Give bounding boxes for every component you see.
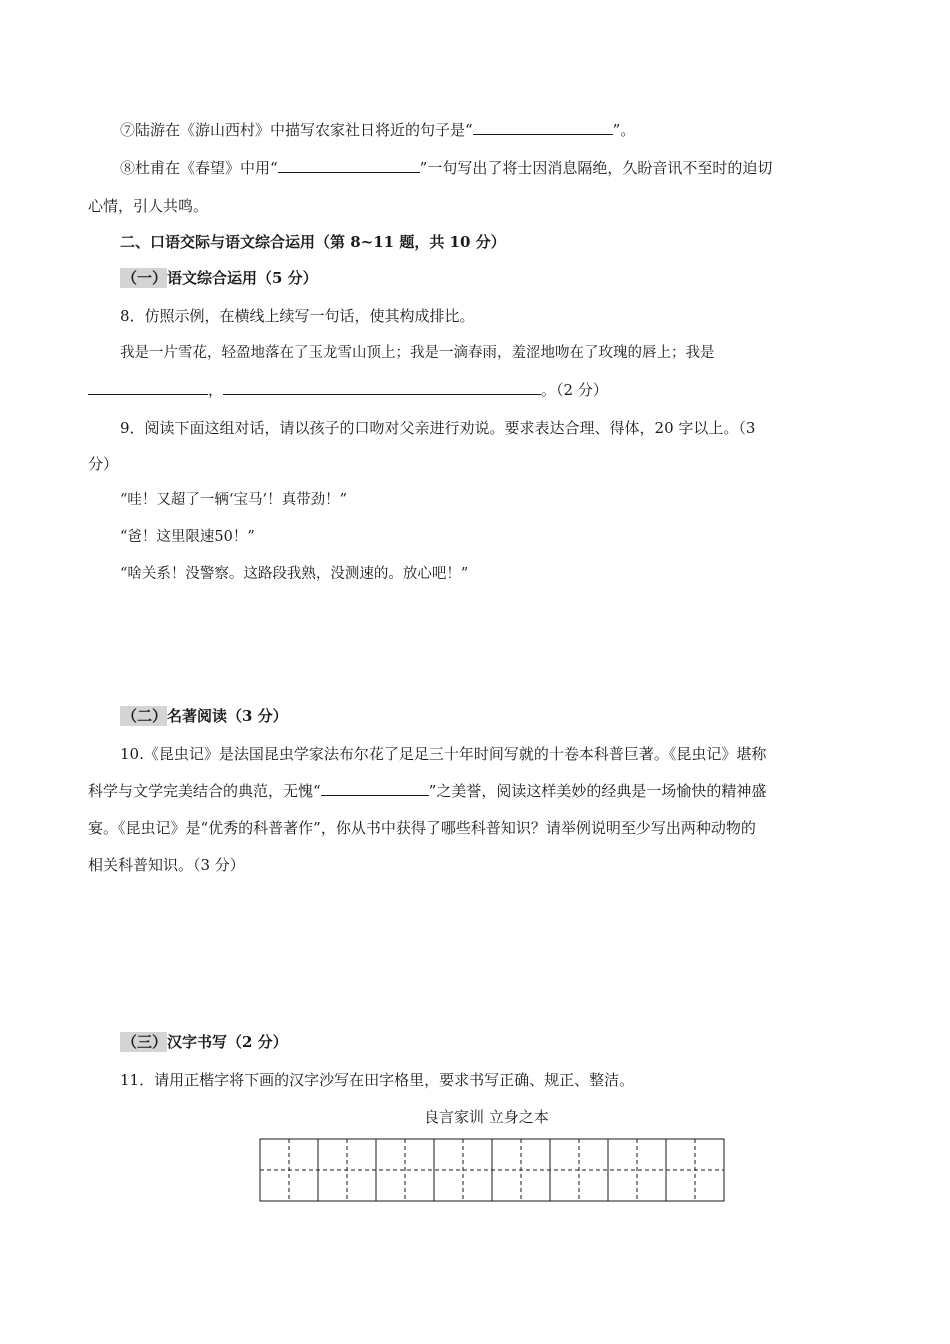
q9-prompt: 9．阅读下面这组对话，请以孩子的口吻对父亲进行劝说。要求表达合理、得体，20 字以上。（3 [120,419,756,437]
q9-dialog-3: “啥关系！没警察。这路段我熟，没测速的。放心吧！” [120,566,469,582]
q7-line [120,120,635,140]
part3-heading [120,1032,288,1052]
q11-motto: 良言家训 立身之本 [424,1108,549,1126]
q10-answer-blank[interactable] [321,781,429,796]
q11-prompt: 11．请用正楷字将下画的汉字沙写在田字格里，要求书写正确、规正、整洁。 [120,1071,635,1089]
q8-prompt: 8．仿照示例，在横线上续写一句话，使其构成排比。 [120,307,475,325]
q10-line3: 宴。《昆虫记》是“优秀的科普著作”，你从书中获得了哪些科普知识？请举例说明至少写出两种动物的 [88,819,756,837]
part1-title: 语文综合运用（5 分） [167,269,318,287]
q8-answer-blank-2[interactable] [223,380,541,395]
part3-tag: （三） [122,1033,168,1051]
part1-tag: （一） [122,269,168,287]
q10-line4: 相关科普知识。（3 分） [88,856,245,874]
q8line-cont: 心情，引人共鸣。 [88,197,209,215]
q8-answer-line [88,380,608,400]
q8line-text-before: ⑧杜甫在《春望》中用“ [120,159,278,177]
q7-text-before: ⑦陆游在《游山西村》中描写农家社日将近的句子是“ [120,121,473,139]
part2-heading [120,706,288,726]
q8line-answer-blank[interactable] [278,158,420,173]
q10-line2 [88,781,766,801]
part1-heading [120,268,318,288]
q9-dialog-2: “爸！这里限速50！” [120,529,255,545]
q7-answer-blank[interactable] [473,120,613,135]
q8-score: 。（2 分） [541,381,608,399]
q10-text-before: 科学与文学完美结合的典范，无愧“ [88,782,321,800]
q8line-line [120,158,772,178]
q9-prompt-cont: 分） [88,455,119,473]
tianzige-grid[interactable] [259,1138,725,1202]
q8-comma: ， [208,381,224,399]
part2-title: 名著阅读（3 分） [167,707,288,725]
q8-example: 我是一片雪花，轻盈地落在了玉龙雪山顶上；我是一滴春雨，羞涩地吻在了玫瑰的唇上；我是 [120,345,715,361]
q7-text-after: ”。 [612,121,636,139]
q9-dialog-1: “哇！又超了一辆‘宝马’！真带劲！” [120,492,348,508]
q10-line1: 10.《昆虫记》是法国昆虫学家法布尔花了足足三十年时间写就的十卷本科普巨著。《昆虫记》堪称 [120,745,767,763]
q8line-text-after: ”一句写出了将士因消息隔绝，久盼音讯不至时的迫切 [419,159,773,177]
q10-text-after: ”之美誉，阅读这样美妙的经典是一场愉快的精神盛 [428,782,767,800]
part3-title: 汉字书写（2 分） [167,1033,288,1051]
part2-tag: （二） [122,707,168,725]
section2-title: 二、口语交际与语文综合运用（第 8~11 题，共 10 分） [120,233,506,251]
q8-answer-blank-1[interactable] [88,380,208,395]
